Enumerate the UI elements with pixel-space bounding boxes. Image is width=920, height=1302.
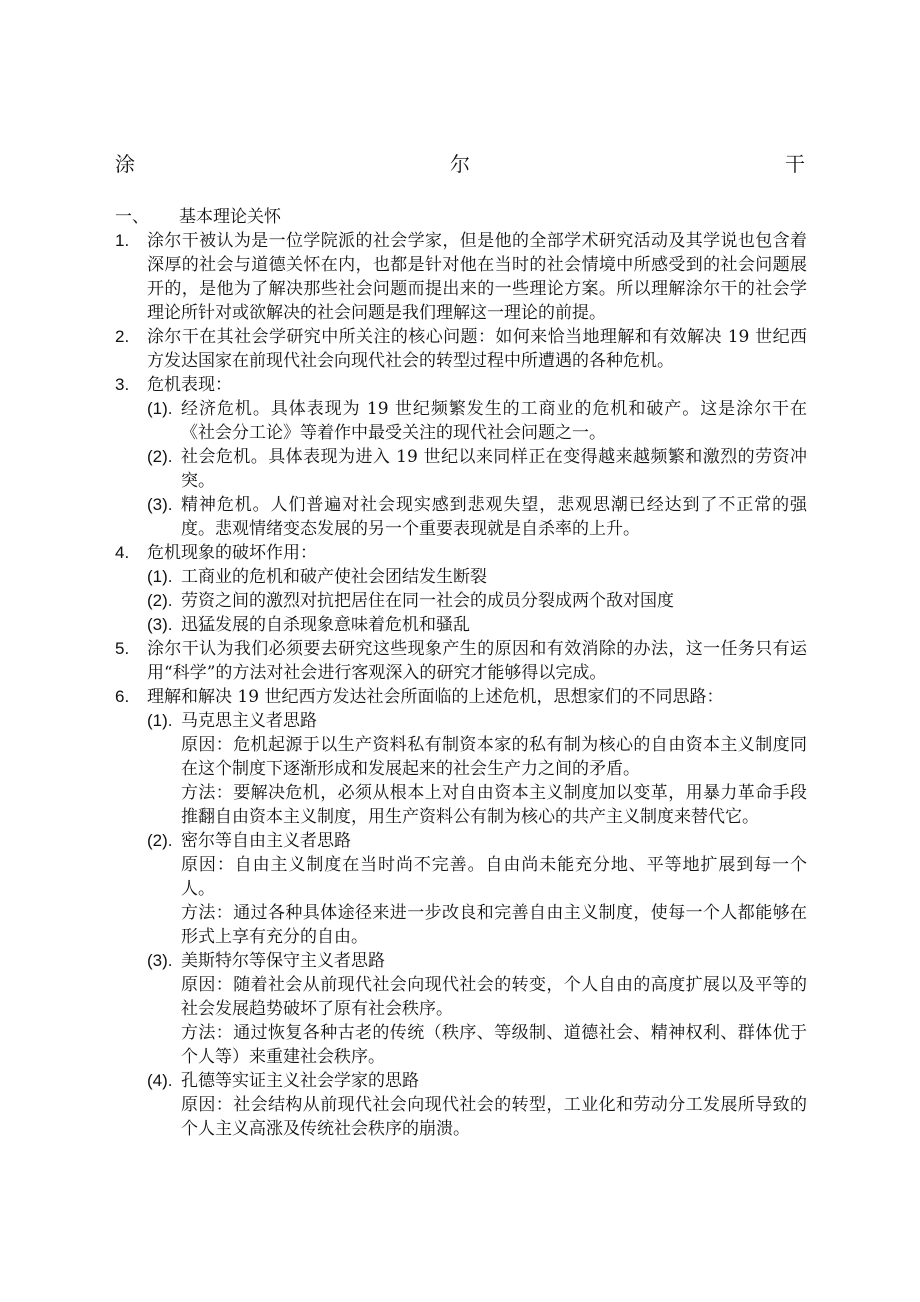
sub-item-body [181, 829, 807, 949]
sub-item-text: 工商业的危机和破产使社会团结发生断裂 [181, 567, 487, 587]
sub-item [147, 589, 807, 613]
sub-item-number: (4). [147, 1071, 173, 1090]
item-number: 5. [115, 639, 130, 658]
cause-paragraph: 原因：自由主义制度在当时尚不完善。自由尚未能充分地、平等地扩展到每一个人。 [181, 855, 807, 899]
document-body [115, 205, 807, 1141]
sub-item-text: 孔德等实证主义社会学家的思路 [181, 1071, 419, 1091]
section-number: 一、 [115, 207, 149, 227]
sub-item-number: (3). [147, 615, 173, 634]
document-title [115, 152, 805, 176]
list-item [115, 373, 807, 397]
section-heading [115, 205, 807, 229]
sub-item-number: (1). [147, 567, 173, 586]
item-text: 涂尔干在其社会学研究中所关注的核心问题：如何来恰当地理解和有效解决 19 世纪西方发达国家在前现代社会向现代社会的转型过程中所遭遇的各种危机。 [147, 327, 807, 371]
method-paragraph: 方法：通过恢复各种古老的传统（秩序、等级制、道德社会、精神权利、群体优于个人等）来重建社会秩序。 [181, 1023, 807, 1067]
sub-item [147, 829, 807, 949]
sub-item-text: 马克思主义者思路 [181, 711, 317, 731]
sub-item-text: 劳资之间的激烈对抗把居住在同一社会的成员分裂成两个敌对国度 [181, 591, 674, 611]
sub-item-text: 经济危机。具体表现为 19 世纪频繁发生的工商业的危机和破产。这是涂尔干在《社会分工论》等着作中最受关注的现代社会问题之一。 [181, 399, 807, 443]
list-item [115, 325, 807, 373]
title-char: 涂 [115, 152, 135, 176]
method-paragraph: 方法：要解决危机，必须从根本上对自由资本主义制度加以变革，用暴力革命手段推翻自由资本主义制度，用生产资料公有制为核心的共产主义制度来替代它。 [181, 783, 807, 827]
sub-item-body [181, 709, 807, 829]
item-number: 4. [115, 543, 130, 562]
item-text: 理解和解决 19 世纪西方发达社会所面临的上述危机，思想家们的不同思路： [147, 687, 724, 707]
sub-item [147, 397, 807, 445]
sub-item [147, 613, 807, 637]
sub-item-number: (3). [147, 495, 173, 514]
list-item [115, 541, 807, 565]
sub-item-number: (1). [147, 399, 173, 418]
sub-item-number: (2). [147, 591, 173, 610]
item-text: 危机现象的破坏作用： [147, 543, 317, 563]
method-paragraph: 方法：通过各种具体途径来进一步改良和完善自由主义制度，使每一个人都能够在形式上享有充分的自由。 [181, 903, 807, 947]
item-number: 2. [115, 327, 130, 346]
sub-item-number: (1). [147, 711, 173, 730]
cause-paragraph: 原因：社会结构从前现代社会向现代社会的转型，工业化和劳动分工发展所导致的个人主义高涨及传统社会秩序的崩溃。 [181, 1095, 807, 1139]
item-text: 危机表现： [147, 375, 232, 395]
cause-paragraph: 原因：危机起源于以生产资料私有制资本家的私有制为核心的自由资本主义制度同在这个制度下逐渐形成和发展起来的社会生产力之间的矛盾。 [181, 735, 807, 779]
item-text: 涂尔干认为我们必须要去研究这些现象产生的原因和有效消除的办法，这一任务只有运用“科学”的方法对社会进行客观深入的研究才能够得以完成。 [147, 639, 807, 683]
item-text: 涂尔干被认为是一位学院派的社会学家，但是他的全部学术研究活动及其学说也包含着深厚的社会与道德关怀在内，也都是针对他在当时的社会情境中所感受到的社会问题展开的，是他为了解决那些社会问题而提出来的一些理论方案。所以理解涂尔干的社会学理论所针对或欲解决的社会问题是我们理解这一理论的前提。 [147, 231, 807, 323]
title-char: 干 [785, 152, 805, 176]
sub-item-text: 社会危机。具体表现为进入 19 世纪以来同样正在变得越来越频繁和激烈的劳资冲突。 [181, 447, 807, 491]
sub-item [147, 949, 807, 1069]
sub-item [147, 445, 807, 493]
sub-item-number: (2). [147, 831, 173, 850]
item-number: 3. [115, 375, 130, 394]
sub-item-text: 精神危机。人们普遍对社会现实感到悲观失望，悲观思潮已经达到了不正常的强度。悲观情绪变态发展的另一个重要表现就是自杀率的上升。 [181, 495, 807, 539]
cause-paragraph: 原因：随着社会从前现代社会向现代社会的转变，个人自由的高度扩展以及平等的社会发展趋势破坏了原有社会秩序。 [181, 975, 807, 1019]
item-number: 1. [115, 231, 130, 250]
list-item [115, 685, 807, 709]
item-number: 6. [115, 687, 130, 706]
sub-item-body [181, 1069, 807, 1141]
sub-item-text: 迅猛发展的自杀现象意味着危机和骚乱 [181, 615, 470, 635]
sub-item [147, 565, 807, 589]
sub-item-number: (2). [147, 447, 173, 466]
sub-item [147, 1069, 807, 1141]
title-char: 尔 [450, 152, 470, 176]
section-label: 基本理论关怀 [179, 207, 281, 227]
sub-item-text: 美斯特尔等保守主义者思路 [181, 951, 385, 971]
list-item [115, 229, 807, 325]
sub-item-number: (3). [147, 951, 173, 970]
sub-item-text: 密尔等自由主义者思路 [181, 831, 351, 851]
sub-item [147, 493, 807, 541]
sub-item [147, 709, 807, 829]
list-item [115, 637, 807, 685]
sub-item-body [181, 949, 807, 1069]
